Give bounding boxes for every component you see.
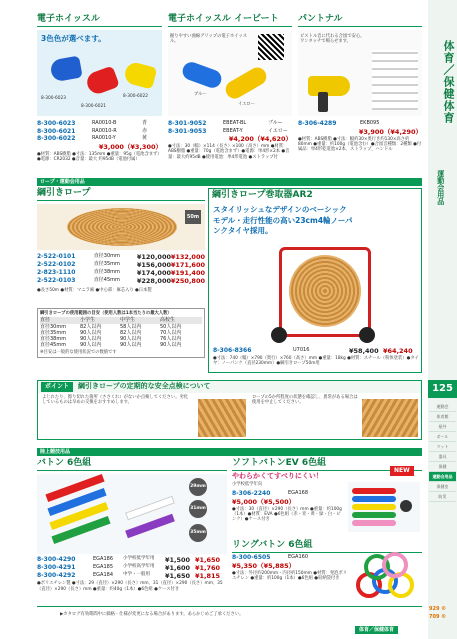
- reel-table: [213, 347, 419, 367]
- rope-title: 綱引きロープ: [37, 188, 91, 198]
- baton-section: [37, 458, 227, 600]
- baton-pink-icon: [352, 520, 396, 526]
- sidebar-tab[interactable]: ボール: [429, 432, 456, 442]
- child-figure-icon: [400, 500, 412, 512]
- baton-image: [37, 474, 227, 554]
- sidebar-tab-active[interactable]: 運動会用品: [429, 472, 456, 482]
- whistle-table: [37, 120, 162, 162]
- whistle-red-icon: [84, 66, 120, 97]
- table-row: 8-306-8366 U7016 ¥58,400 ¥64,240: [213, 347, 413, 355]
- table-row: 8-300-4292 EGA184 中学・一般用 ¥1,650 ¥1,815: [37, 572, 221, 581]
- length-badge: 50m: [185, 210, 201, 224]
- point-text: よじれたり、擦り切れた箇所（ささくれ）がないか点検してください。劣化しているものは早めの交換をおすすめします。: [42, 395, 189, 406]
- qr-code-icon: [258, 34, 284, 60]
- baton-spec: ●ポリエチレン製 ●寸法：29（直径）×290（長さ）mm、31（直径）×290（長さ）mm、35（直径）×290（長さ）mm ●重量：約40g（1本）●6色組 ●ケース付き: [37, 581, 223, 592]
- soft-baton-image: [348, 482, 420, 532]
- rope-usage-table: [37, 308, 205, 358]
- ring-baton-image: [352, 550, 420, 600]
- baton-header-bar: 陸上競技用品: [37, 448, 422, 456]
- soft-baton-spec: ●寸法：30（直径）×290（長さ）mm ●重量：約100g（1本）●材質：EVA ●6色組（赤・青・黄・緑・白・ピンク）●ケース付き: [232, 506, 342, 523]
- product-code[interactable]: 8-300-4291: [37, 564, 76, 572]
- table-row: 2-522-0102 直径35mm ¥156,000 ¥171,600: [37, 261, 205, 270]
- table-row: 8-306-4289 EKB095: [298, 120, 380, 127]
- pantonal-price: ¥3,900（¥4,290）: [358, 127, 422, 136]
- table-row: 8-300-6022 RA0010-Y 黄: [37, 135, 148, 142]
- whistle-blue-icon: [180, 60, 224, 91]
- wheel-icon: [271, 327, 287, 343]
- table-row: 2-522-0101 直径30mm ¥120,000 ¥132,000: [37, 253, 205, 261]
- whistle-easy-image: [168, 30, 292, 116]
- sidebar-tab[interactable]: 体育館: [429, 412, 456, 422]
- point-box: [37, 380, 422, 440]
- pantonal-grip-icon: [318, 92, 328, 112]
- table-row: 直径30mm 82人以内 58人以内 50人以内: [40, 323, 182, 330]
- product-code[interactable]: 2-823-1110: [37, 269, 76, 277]
- color-label: ブルー: [194, 92, 207, 97]
- sidebar-tab[interactable]: 器具: [429, 452, 456, 462]
- whistle-blue-icon: [49, 56, 82, 83]
- point-label: ポイント: [41, 382, 73, 392]
- ring-baton-price: ¥5,350（¥5,885）: [232, 561, 296, 570]
- point-header: [38, 381, 421, 393]
- whistle-easy-price: ¥4,200（¥4,620）: [228, 135, 292, 143]
- pantonal-image: [298, 30, 422, 116]
- soft-baton-section: [232, 458, 422, 536]
- rope-header-bar: ロープ・運動会用品: [37, 178, 422, 186]
- ring-baton-table: [232, 554, 348, 581]
- reel-section: [208, 188, 422, 373]
- category-sidebar: [428, 0, 457, 639]
- ring-baton-title: リングバトン 6色組: [232, 540, 313, 550]
- reel-rope-icon: [289, 255, 361, 327]
- whistle-title: 電子ホイッスル: [37, 14, 100, 24]
- category-title: 体育／保健体育: [442, 40, 455, 124]
- rope-image: [37, 204, 205, 250]
- rope-damage-image: [362, 399, 418, 437]
- pantonal-title: パントナル: [298, 14, 343, 24]
- whistle-label: 8-300-6022: [123, 94, 148, 99]
- baton-yellow-icon: [352, 504, 396, 510]
- pantonal-spec: ●材質：ABS樹脂 ●寸法：幅約30×奥行き約130×高さ約80mm ●重量：約100g（電池含む）●合図音種類：2種類 ●付属品：単4形乾電池×2本、ストラップ、ハンドル: [298, 136, 422, 153]
- rope-coil-icon: [67, 208, 177, 246]
- table-row: 2-823-1110 直径38mm ¥174,000 ¥191,400: [37, 269, 205, 278]
- baton-table: [37, 556, 227, 592]
- footer-note: ▶カタログ有効期間中に価格・仕様が変更になる場合があります。あらかじめご了承ください。: [60, 612, 244, 617]
- table-row: 8-301-9053 EBEAT-Y イエロー: [168, 127, 288, 135]
- whistle-yellow-icon: [222, 64, 269, 102]
- whistle-label: 8-300-6023: [41, 96, 66, 101]
- ring-baton-spec: ●寸法：外径約200mm・内径約150mm ●材質：発泡ポリエチレン ●重量：約100g（1本）●6色組 ●収納袋付き: [232, 570, 348, 581]
- whistle-section: [37, 14, 162, 164]
- point-text-2: ロープの5か所程度の状態を確認し、異常がある場合は使用を中止してください。: [252, 395, 358, 406]
- table-header: 直径 小学生 中学生 高校生: [40, 317, 202, 323]
- table-row: 8-301-9052 EBEAT-BL ブルー: [168, 120, 283, 127]
- rope-closeup-image: [198, 399, 246, 437]
- soft-baton-desc: やわらかくてすべりにくい！: [232, 472, 323, 480]
- product-code[interactable]: 8-306-2240: [232, 490, 271, 497]
- footer-category: 体育／保健体育: [355, 626, 398, 634]
- runners-illustration: [372, 50, 418, 110]
- diameter-badge: 35mm: [189, 524, 207, 542]
- ring-pink-icon: [382, 552, 408, 578]
- category-subtitle: 運動会用品: [436, 170, 445, 205]
- product-code[interactable]: 8-300-4292: [37, 572, 76, 580]
- baton-blue-icon: [352, 496, 396, 502]
- pantonal-table: [298, 120, 422, 153]
- baton-title: バトン 6色組: [37, 458, 92, 468]
- usage-table-note: ※目安は一般的な使用状況での数値です: [40, 349, 117, 355]
- footer-rule: [37, 606, 422, 607]
- reel-desc: スタイリッシュなデザインのベーシックモデル・走行性能の高い23cm4輪ノーパンクタイヤ採用。: [213, 205, 353, 235]
- product-code[interactable]: 2-522-0103: [37, 277, 76, 285]
- pantonal-device-icon: [308, 76, 350, 96]
- table-row: 2-522-0103 直径45mm ¥228,000 ¥250,800: [37, 277, 205, 286]
- product-code[interactable]: 8-300-4290: [37, 556, 76, 563]
- whistle-spec: ●材質：ABS樹脂 ●寸法：135mm ●重量：95g（電池含まず）●電源：CR2032 ●音量：最大 約95dB（電池付属）: [37, 151, 162, 162]
- product-code[interactable]: 8-300-6505: [232, 554, 271, 561]
- product-code[interactable]: 8-301-9053: [168, 127, 207, 135]
- table-row: 直径38mm 90人以内 90人以内 76人以内: [40, 336, 182, 343]
- table-row: 8-300-6505 EGA160: [232, 554, 308, 561]
- product-code[interactable]: 8-306-4289: [298, 120, 337, 127]
- wheel-icon: [359, 327, 375, 343]
- sidebar-tab[interactable]: 保健: [429, 462, 456, 472]
- whistle-image: [37, 30, 162, 116]
- table-row: 直径35mm 90人以内 82人以内 70人以内: [40, 329, 182, 336]
- diameter-badge: 29mm: [189, 478, 207, 496]
- product-code[interactable]: 8-300-6021: [37, 127, 76, 135]
- new-badge: NEW: [390, 466, 414, 476]
- sidebar-tab[interactable]: 保健室: [429, 482, 456, 492]
- reel-title: 綱引きロープ巻取器AR2: [212, 190, 313, 200]
- product-code[interactable]: 8-306-8366: [213, 347, 252, 354]
- product-code[interactable]: 8-301-9052: [168, 120, 207, 127]
- sidebar-tab[interactable]: 運動会: [429, 402, 456, 412]
- whistle-easy-section: [168, 14, 292, 164]
- product-code[interactable]: 2-522-0102: [37, 261, 76, 269]
- sidebar-tab[interactable]: マット: [429, 442, 456, 452]
- sidebar-tabs: [429, 402, 456, 502]
- color-label: イエロー: [238, 102, 256, 107]
- table-row: 8-300-6021 RA0010-R 赤: [37, 127, 148, 135]
- baton-red-icon: [352, 488, 396, 494]
- product-code[interactable]: 8-300-6023: [37, 120, 76, 127]
- whistle-easy-spec: ●寸法：30（幅）×114（長さ）×100（高さ）mm ●材質：ABS樹脂 ●重量：70g（電池含まず）●電源：単4形×2本 ●音量：最大約95dB ●使用電池：単4形電池 ●ストラップ付: [168, 144, 290, 160]
- sidebar-tab[interactable]: 屋外: [429, 422, 456, 432]
- product-code[interactable]: 8-300-6022: [37, 135, 76, 142]
- table-row: 8-300-4291 EGA185 小学校高学年用 ¥1,600 ¥1,760: [37, 564, 221, 573]
- baton-green-icon: [352, 512, 396, 518]
- whistle-easy-desc: 握りやすい曲線グリップの電子ホイッスル。: [170, 34, 248, 45]
- table-row: 直径45mm 90人以内 90人以内 90人以内: [40, 342, 182, 349]
- point-title: 綱引きロープの定期的な安全点検について: [78, 382, 211, 391]
- sidebar-footer-1: 929 ©: [429, 606, 447, 612]
- soft-baton-sub: 小学校低学年向: [232, 482, 263, 487]
- table-row: 8-300-6023 RA0010-B 青: [37, 120, 148, 127]
- soft-baton-title: ソフトバトンEV 6色組: [232, 458, 327, 468]
- diameter-badge: 31mm: [189, 500, 207, 518]
- whistle-easy-title: 電子ホイッスル イービート: [168, 14, 279, 24]
- ring-baton-section: [232, 540, 422, 602]
- whistle-easy-table: [168, 120, 292, 160]
- soft-baton-table: [232, 490, 342, 523]
- page-number: 125: [428, 380, 457, 398]
- whistle-yellow-icon: [123, 60, 158, 89]
- rope-table: [37, 253, 205, 293]
- rope-section: [37, 188, 205, 373]
- usage-table-title: 綱引きロープの使用範囲の目安（使用人数は1本当たりの最大人数）: [40, 311, 172, 316]
- sidebar-tab[interactable]: 防災: [429, 492, 456, 502]
- whistle-label: 8-300-6021: [81, 104, 106, 109]
- whistle-price: ¥3,000（¥3,300）: [98, 142, 162, 151]
- pantonal-section: [298, 14, 422, 164]
- table-row: 8-300-4290 EGA186 小学校低学年用 ¥1,500 ¥1,650: [37, 556, 221, 564]
- sidebar-footer-2: 709 ©: [429, 614, 447, 620]
- pantonal-desc: ピストル音に代わる合図で安心。ワンタッチで鳴らせます。: [300, 34, 365, 45]
- product-code[interactable]: 2-522-0101: [37, 253, 76, 260]
- soft-baton-price: ¥5,000（¥5,500）: [232, 497, 296, 506]
- reel-spec: ●寸法：740（幅）×790（奥行）×760（高さ）mm ●重量：18kg ●材質：スチール（粉体塗装）●タイヤ：ノーパンク（直径230mm）●綱引きロープ50m用: [213, 356, 419, 367]
- whistle-tagline: 3色色が選べます。: [41, 34, 106, 43]
- table-row: 8-306-2240 EGA168: [232, 490, 308, 497]
- rope-spec: ●長さ50m ●材質：マニラ麻 ●中心部：麻芯入り ●日本製: [37, 287, 152, 293]
